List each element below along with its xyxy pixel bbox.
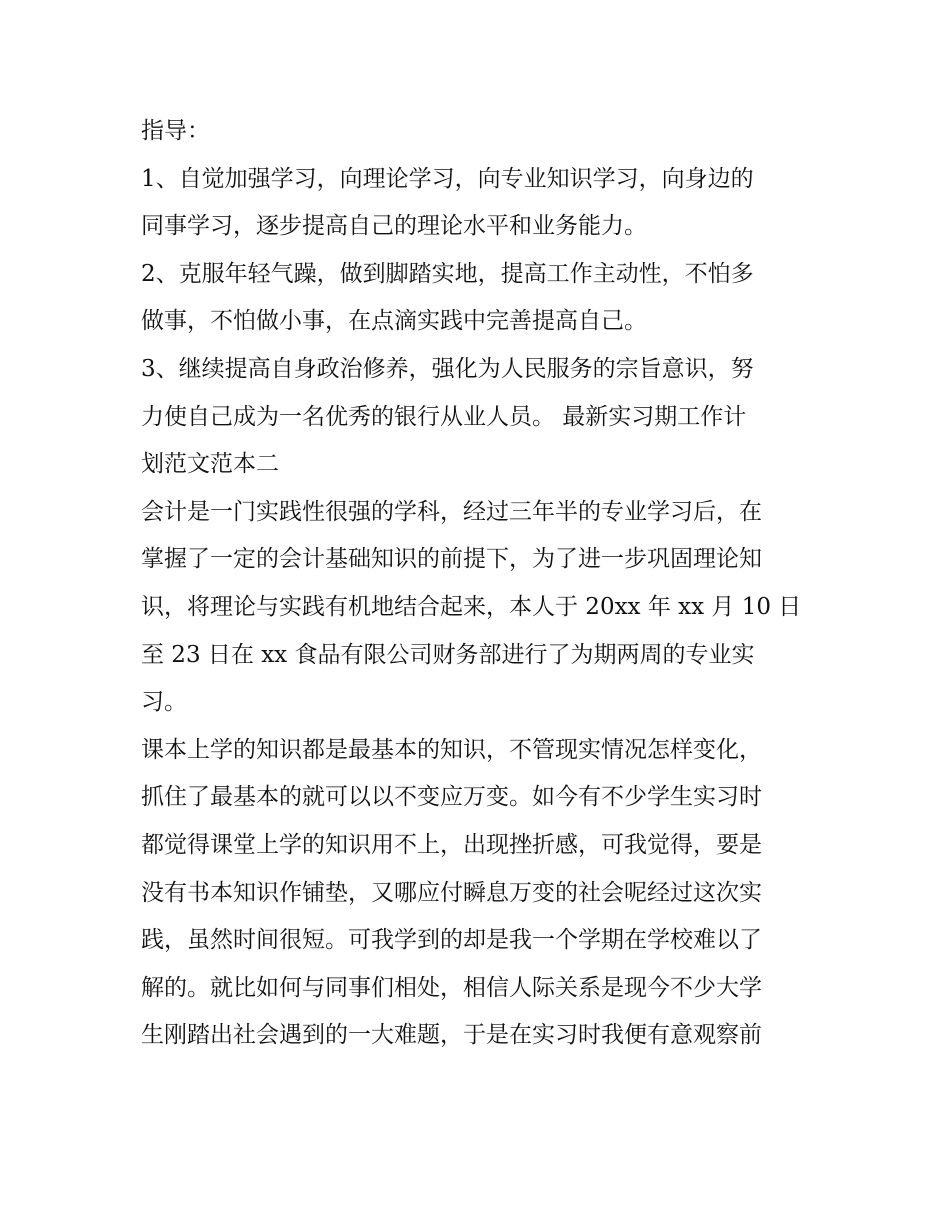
text-line: 3、继续提高自身政治修养，强化为人民服务的宗旨意识，努 xyxy=(141,355,754,382)
text-line: 1、自觉加强学习，向理论学习，向专业知识学习，向身边的 xyxy=(141,165,754,192)
text-line: 识，将理论与实践有机地结合起来，本人于 20xx 年 xx 月 10 日 xyxy=(141,593,802,620)
text-line: 没有书本知识作铺垫，又哪应付瞬息万变的社会呢经过这次实 xyxy=(141,879,762,906)
text-line: 解的。就比如何与同事们相处，相信人际关系是现今不少大学 xyxy=(141,974,762,1001)
text-line: 指导： xyxy=(141,118,210,144)
text-line: 掌握了一定的会计基础知识的前提下，为了进一步巩固理论知 xyxy=(141,546,762,573)
text-line: 抓住了最基本的就可以以不变应万变。如今有不少学生实习时 xyxy=(141,784,762,811)
text-line: 会计是一门实践性很强的学科，经过三年半的专业学习后，在 xyxy=(141,498,762,525)
text-line: 至 23 日在 xx 食品有限公司财务部进行了为期两周的专业实 xyxy=(141,641,755,668)
text-line: 习。 xyxy=(141,689,187,716)
text-line: 做事，不怕做小事，在点滴实践中完善提高自己。 xyxy=(141,308,647,335)
text-line: 同事学习，逐步提高自己的理论水平和业务能力。 xyxy=(141,213,647,240)
document-body xyxy=(141,108,821,1060)
text-line: 都觉得课堂上学的知识用不上，出现挫折感，可我觉得，要是 xyxy=(141,831,762,858)
text-line: 生刚踏出社会遇到的一大难题，于是在实习时我便有意观察前 xyxy=(141,1022,762,1049)
text-line: 2、克服年轻气躁，做到脚踏实地，提高工作主动性，不怕多 xyxy=(141,260,754,287)
text-line: 力使自己成为一名优秀的银行从业人员。 最新实习期工作计 xyxy=(141,403,747,430)
text-line: 践，虽然时间很短。可我学到的却是我一个学期在学校难以了 xyxy=(141,927,762,954)
text-line: 划范文范本二 xyxy=(141,451,279,478)
text-line: 课本上学的知识都是最基本的知识，不管现实情况怎样变化， xyxy=(141,736,762,763)
